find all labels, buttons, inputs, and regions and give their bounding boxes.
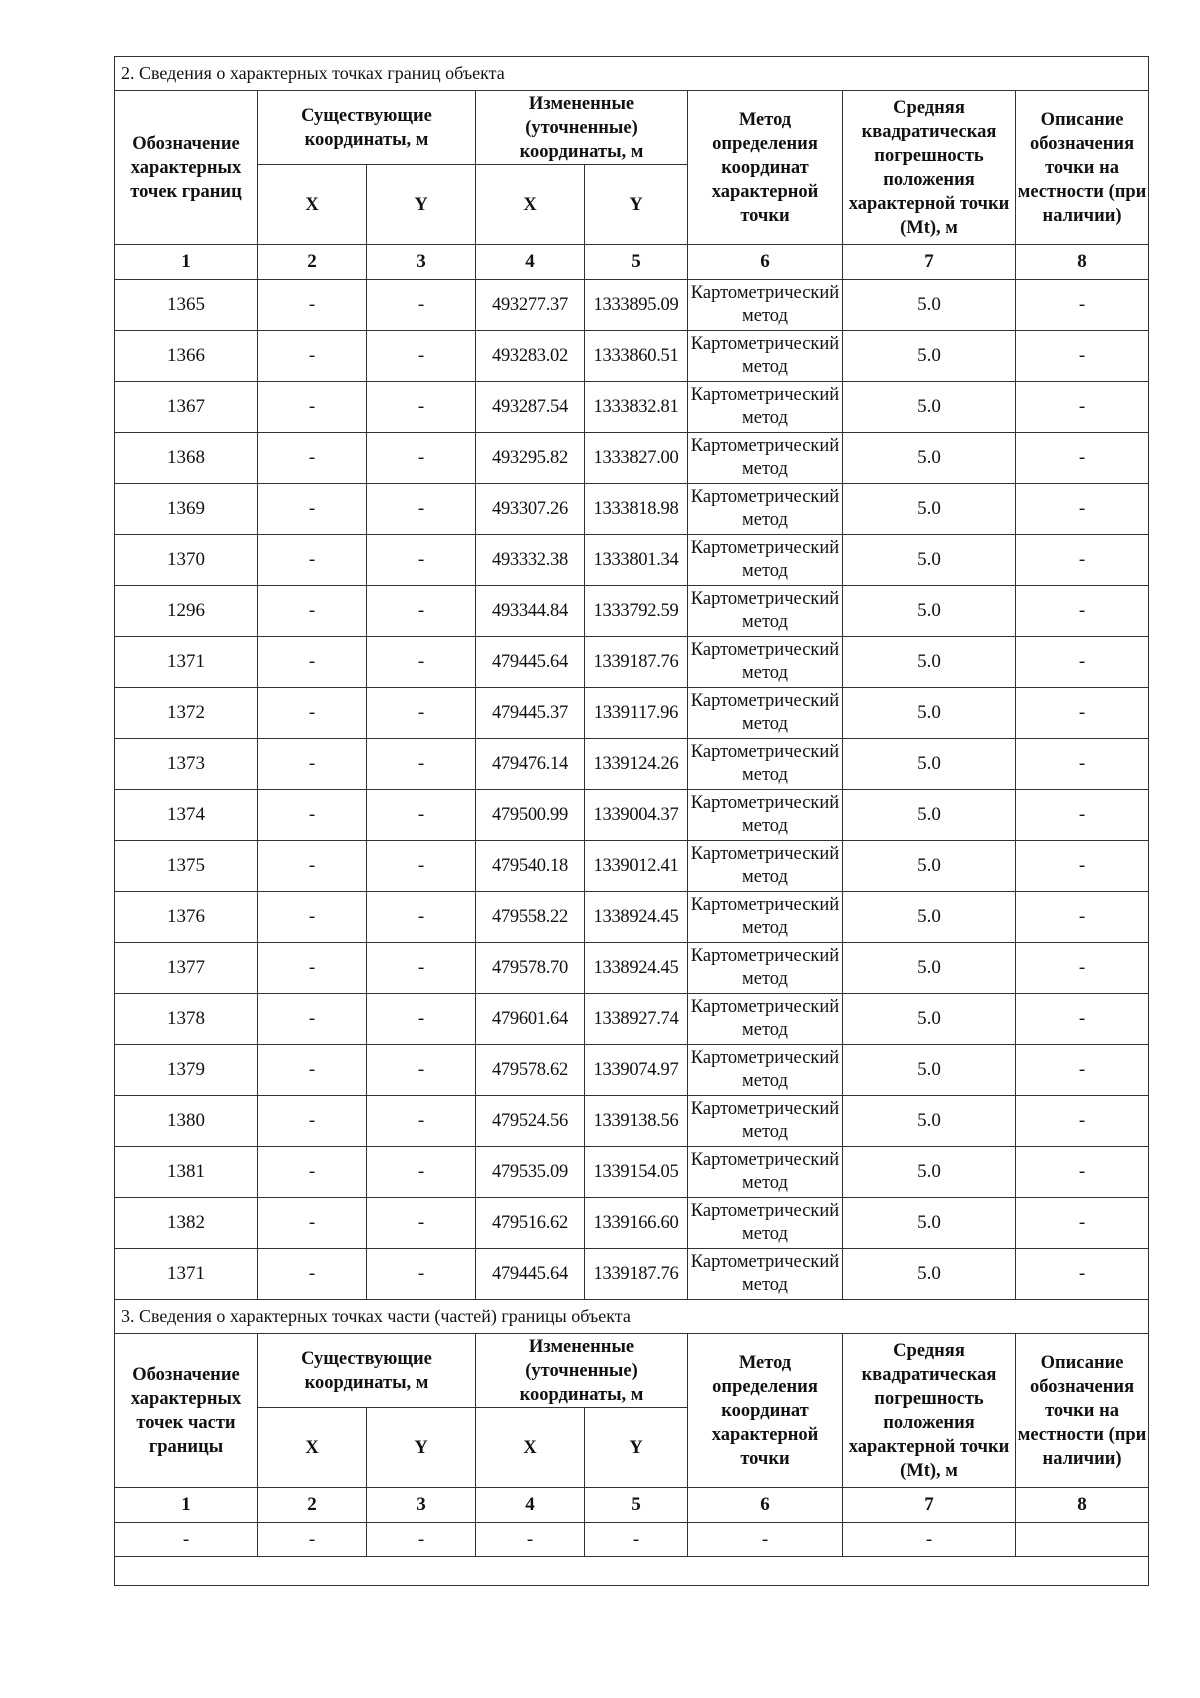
point-id-cell: 1378 [115,994,258,1045]
point-id-cell: 1377 [115,943,258,994]
existing-x-cell: - [258,382,367,433]
point-id-cell: 1371 [115,1249,258,1300]
blank-cell [115,1557,1149,1586]
section2-column-index-row [115,245,1149,280]
changed-y-cell: 1339166.60 [585,1198,688,1249]
empty-cell: - [688,1523,843,1557]
header-changed-y: Y [585,1408,688,1488]
changed-y-cell: 1333827.00 [585,433,688,484]
changed-x-cell: 493283.02 [476,331,585,382]
existing-y-cell: - [367,1198,476,1249]
existing-x-cell: - [258,331,367,382]
column-index: 5 [585,245,688,280]
method-cell: Картометрический метод [688,892,843,943]
changed-x-cell: 479601.64 [476,994,585,1045]
point-id-cell: 1375 [115,841,258,892]
existing-x-cell: - [258,943,367,994]
existing-y-cell: - [367,535,476,586]
method-cell: Картометрический метод [688,1045,843,1096]
existing-y-cell: - [367,790,476,841]
existing-x-cell: - [258,1096,367,1147]
points-table [114,56,1149,1586]
changed-x-cell: 479558.22 [476,892,585,943]
changed-x-cell: 479540.18 [476,841,585,892]
column-index: 7 [843,245,1016,280]
existing-y-cell: - [367,586,476,637]
mean-error-cell: 5.0 [843,535,1016,586]
point-id-cell: 1370 [115,535,258,586]
existing-x-cell: - [258,433,367,484]
changed-x-cell: 479445.64 [476,1249,585,1300]
method-cell: Картометрический метод [688,1147,843,1198]
mean-error-cell: 5.0 [843,1045,1016,1096]
description-cell: - [1016,1198,1149,1249]
column-index: 6 [688,1488,843,1523]
column-index: 3 [367,245,476,280]
changed-y-cell: 1339138.56 [585,1096,688,1147]
existing-x-cell: - [258,484,367,535]
mean-error-cell: 5.0 [843,586,1016,637]
table-row [115,739,1149,790]
changed-y-cell: 1339117.96 [585,688,688,739]
existing-y-cell: - [367,382,476,433]
point-id-cell: 1366 [115,331,258,382]
mean-error-cell: 5.0 [843,1147,1016,1198]
empty-cell: - [367,1523,476,1557]
description-cell: - [1016,280,1149,331]
existing-x-cell: - [258,739,367,790]
header-changed-x: X [476,165,585,245]
header-mean-error: Средняя квадратическая погрешность положения характерной точки (Mt), м [843,91,1016,245]
table-row [115,1096,1149,1147]
method-cell: Картометрический метод [688,280,843,331]
header-existing-coordinates: Существующие координаты, м [258,1334,476,1408]
changed-x-cell: 493307.26 [476,484,585,535]
point-id-cell: 1367 [115,382,258,433]
description-cell: - [1016,637,1149,688]
header-changed-coordinates: Измененные (уточненные) координаты, м [476,1334,688,1408]
point-id-cell: 1365 [115,280,258,331]
description-cell: - [1016,739,1149,790]
existing-x-cell: - [258,280,367,331]
column-index: 1 [115,245,258,280]
mean-error-cell: 5.0 [843,484,1016,535]
section-title: 2. Сведения о характерных точках границ объекта [115,57,1149,91]
header-changed-y: Y [585,165,688,245]
empty-cell [1016,1523,1149,1557]
changed-y-cell: 1333792.59 [585,586,688,637]
header-existing-x: X [258,165,367,245]
header-changed-coordinates: Измененные (уточненные) координаты, м [476,91,688,165]
changed-x-cell: 479578.70 [476,943,585,994]
table-row [115,841,1149,892]
column-index: 1 [115,1488,258,1523]
method-cell: Картометрический метод [688,535,843,586]
existing-y-cell: - [367,331,476,382]
method-cell: Картометрический метод [688,688,843,739]
mean-error-cell: 5.0 [843,1096,1016,1147]
table-row [115,943,1149,994]
mean-error-cell: 5.0 [843,943,1016,994]
changed-y-cell: 1333895.09 [585,280,688,331]
section3-title-row [115,1300,1149,1334]
method-cell: Картометрический метод [688,331,843,382]
existing-y-cell: - [367,637,476,688]
changed-x-cell: 493332.38 [476,535,585,586]
mean-error-cell: 5.0 [843,1198,1016,1249]
changed-x-cell: 479476.14 [476,739,585,790]
blank-row [115,1557,1149,1586]
section2-header-row [115,91,1149,165]
empty-cell: - [585,1523,688,1557]
column-index: 5 [585,1488,688,1523]
table-row [115,484,1149,535]
existing-y-cell: - [367,994,476,1045]
column-index: 6 [688,245,843,280]
header-description: Описание обозначения точки на местности (при наличии) [1016,1334,1149,1488]
point-id-cell: 1381 [115,1147,258,1198]
method-cell: Картометрический метод [688,382,843,433]
method-cell: Картометрический метод [688,1096,843,1147]
changed-y-cell: 1339012.41 [585,841,688,892]
changed-y-cell: 1333832.81 [585,382,688,433]
column-index: 7 [843,1488,1016,1523]
changed-y-cell: 1333818.98 [585,484,688,535]
header-existing-x: X [258,1408,367,1488]
existing-y-cell: - [367,1096,476,1147]
existing-x-cell: - [258,688,367,739]
point-id-cell: 1371 [115,637,258,688]
existing-y-cell: - [367,841,476,892]
method-cell: Картометрический метод [688,637,843,688]
mean-error-cell: 5.0 [843,994,1016,1045]
existing-y-cell: - [367,433,476,484]
changed-x-cell: 493277.37 [476,280,585,331]
table-row [115,1249,1149,1300]
changed-x-cell: 479516.62 [476,1198,585,1249]
description-cell: - [1016,433,1149,484]
table-row [115,535,1149,586]
method-cell: Картометрический метод [688,994,843,1045]
description-cell: - [1016,331,1149,382]
changed-y-cell: 1333801.34 [585,535,688,586]
point-id-cell: 1374 [115,790,258,841]
column-index: 2 [258,245,367,280]
table-row [115,637,1149,688]
table-row [115,994,1149,1045]
method-cell: Картометрический метод [688,841,843,892]
changed-y-cell: 1338927.74 [585,994,688,1045]
existing-x-cell: - [258,1147,367,1198]
header-existing-coordinates: Существующие координаты, м [258,91,476,165]
changed-y-cell: 1339187.76 [585,1249,688,1300]
mean-error-cell: 5.0 [843,790,1016,841]
description-cell: - [1016,484,1149,535]
empty-cell: - [115,1523,258,1557]
mean-error-cell: 5.0 [843,637,1016,688]
table-row [115,1523,1149,1557]
description-cell: - [1016,892,1149,943]
changed-y-cell: 1338924.45 [585,943,688,994]
description-cell: - [1016,1147,1149,1198]
header-changed-x: X [476,1408,585,1488]
section-title: 3. Сведения о характерных точках части (частей) границы объекта [115,1300,1149,1334]
method-cell: Картометрический метод [688,943,843,994]
point-id-cell: 1379 [115,1045,258,1096]
point-id-cell: 1382 [115,1198,258,1249]
empty-cell: - [476,1523,585,1557]
changed-y-cell: 1339154.05 [585,1147,688,1198]
column-index: 3 [367,1488,476,1523]
existing-x-cell: - [258,892,367,943]
description-cell: - [1016,790,1149,841]
document-page [114,56,1148,1586]
mean-error-cell: 5.0 [843,1249,1016,1300]
mean-error-cell: 5.0 [843,331,1016,382]
changed-y-cell: 1339004.37 [585,790,688,841]
method-cell: Картометрический метод [688,586,843,637]
table-row [115,331,1149,382]
description-cell: - [1016,943,1149,994]
header-method: Метод определения координат характерной точки [688,1334,843,1488]
changed-y-cell: 1339187.76 [585,637,688,688]
table-row [115,382,1149,433]
existing-x-cell: - [258,535,367,586]
column-index: 4 [476,1488,585,1523]
table-row [115,790,1149,841]
table-row [115,688,1149,739]
method-cell: Картометрический метод [688,739,843,790]
changed-x-cell: 479445.37 [476,688,585,739]
description-cell: - [1016,586,1149,637]
existing-y-cell: - [367,1045,476,1096]
changed-x-cell: 479445.64 [476,637,585,688]
table-row [115,280,1149,331]
header-designation: Обозначение характерных точек части границы [115,1334,258,1488]
header-existing-y: Y [367,165,476,245]
existing-x-cell: - [258,841,367,892]
header-description: Описание обозначения точки на местности (при наличии) [1016,91,1149,245]
point-id-cell: 1372 [115,688,258,739]
table-row [115,586,1149,637]
existing-y-cell: - [367,688,476,739]
existing-x-cell: - [258,637,367,688]
description-cell: - [1016,382,1149,433]
mean-error-cell: 5.0 [843,382,1016,433]
changed-x-cell: 493344.84 [476,586,585,637]
description-cell: - [1016,994,1149,1045]
changed-x-cell: 479578.62 [476,1045,585,1096]
changed-y-cell: 1333860.51 [585,331,688,382]
existing-y-cell: - [367,280,476,331]
changed-x-cell: 493295.82 [476,433,585,484]
existing-x-cell: - [258,586,367,637]
changed-x-cell: 479500.99 [476,790,585,841]
method-cell: Картометрический метод [688,790,843,841]
description-cell: - [1016,1096,1149,1147]
description-cell: - [1016,841,1149,892]
mean-error-cell: 5.0 [843,688,1016,739]
method-cell: Картометрический метод [688,433,843,484]
table-row [115,1198,1149,1249]
existing-y-cell: - [367,943,476,994]
existing-x-cell: - [258,1198,367,1249]
header-method: Метод определения координат характерной точки [688,91,843,245]
section3-header-row [115,1334,1149,1408]
table-row [115,1147,1149,1198]
method-cell: Картометрический метод [688,1249,843,1300]
mean-error-cell: 5.0 [843,892,1016,943]
existing-y-cell: - [367,892,476,943]
empty-cell: - [258,1523,367,1557]
method-cell: Картометрический метод [688,484,843,535]
existing-y-cell: - [367,484,476,535]
mean-error-cell: 5.0 [843,433,1016,484]
table-row [115,433,1149,484]
point-id-cell: 1369 [115,484,258,535]
column-index: 4 [476,245,585,280]
header-mean-error: Средняя квадратическая погрешность положения характерной точки (Mt), м [843,1334,1016,1488]
mean-error-cell: 5.0 [843,841,1016,892]
header-existing-y: Y [367,1408,476,1488]
description-cell: - [1016,1249,1149,1300]
existing-y-cell: - [367,739,476,790]
point-id-cell: 1368 [115,433,258,484]
point-id-cell: 1380 [115,1096,258,1147]
changed-y-cell: 1338924.45 [585,892,688,943]
existing-y-cell: - [367,1249,476,1300]
section3-column-index-row [115,1488,1149,1523]
section2-title-row [115,57,1149,91]
column-index: 8 [1016,1488,1149,1523]
existing-x-cell: - [258,1249,367,1300]
changed-x-cell: 493287.54 [476,382,585,433]
method-cell: Картометрический метод [688,1198,843,1249]
changed-y-cell: 1339124.26 [585,739,688,790]
column-index: 8 [1016,245,1149,280]
description-cell: - [1016,1045,1149,1096]
table-row [115,1045,1149,1096]
table-row [115,892,1149,943]
description-cell: - [1016,535,1149,586]
changed-y-cell: 1339074.97 [585,1045,688,1096]
description-cell: - [1016,688,1149,739]
mean-error-cell: 5.0 [843,739,1016,790]
point-id-cell: 1296 [115,586,258,637]
changed-x-cell: 479535.09 [476,1147,585,1198]
column-index: 2 [258,1488,367,1523]
point-id-cell: 1373 [115,739,258,790]
existing-y-cell: - [367,1147,476,1198]
header-designation: Обозначение характерных точек границ [115,91,258,245]
empty-cell: - [843,1523,1016,1557]
point-id-cell: 1376 [115,892,258,943]
existing-x-cell: - [258,994,367,1045]
existing-x-cell: - [258,790,367,841]
existing-x-cell: - [258,1045,367,1096]
mean-error-cell: 5.0 [843,280,1016,331]
changed-x-cell: 479524.56 [476,1096,585,1147]
